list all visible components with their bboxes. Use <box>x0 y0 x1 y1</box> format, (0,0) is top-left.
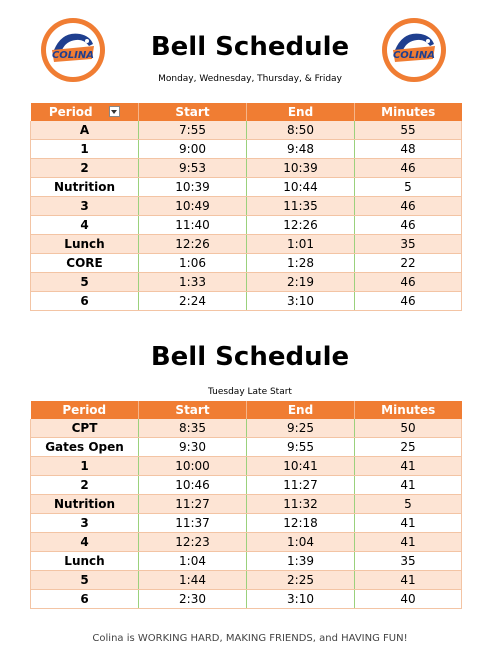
column-header-period[interactable] <box>31 103 139 121</box>
minutes-cell: 46 <box>355 159 462 178</box>
period-cell: 4 <box>31 533 139 552</box>
logo-text: COLINA <box>51 50 95 61</box>
schedule1-table <box>30 103 462 311</box>
table-row <box>31 495 462 514</box>
end-cell: 9:25 <box>247 419 355 438</box>
table-header-row <box>31 401 462 419</box>
minutes-cell: 41 <box>355 457 462 476</box>
table-row <box>31 457 462 476</box>
start-cell: 1:33 <box>139 273 247 292</box>
minutes-cell: 5 <box>355 178 462 197</box>
table-row <box>31 197 462 216</box>
footer-motto: Colina is WORKING HARD, MAKING FRIENDS, and HAVING FUN! <box>92 633 408 644</box>
period-cell: 1 <box>31 457 139 476</box>
period-cell: 6 <box>31 590 139 609</box>
table-row <box>31 476 462 495</box>
minutes-cell: 25 <box>355 438 462 457</box>
end-cell: 2:19 <box>247 273 355 292</box>
column-header-start: Start <box>139 401 247 419</box>
minutes-cell: 46 <box>355 292 462 311</box>
minutes-cell: 35 <box>355 552 462 571</box>
end-cell: 12:18 <box>247 514 355 533</box>
end-cell: 3:10 <box>247 292 355 311</box>
period-cell: Nutrition <box>31 495 139 514</box>
table-row <box>31 590 462 609</box>
period-cell: CPT <box>31 419 139 438</box>
start-cell: 10:00 <box>139 457 247 476</box>
table-row <box>31 216 462 235</box>
minutes-cell: 46 <box>355 273 462 292</box>
end-cell: 11:35 <box>247 197 355 216</box>
minutes-cell: 55 <box>355 121 462 140</box>
schedule2-table <box>30 401 462 609</box>
filter-dropdown-icon[interactable] <box>109 106 120 117</box>
minutes-cell: 50 <box>355 419 462 438</box>
start-cell: 11:40 <box>139 216 247 235</box>
table-row <box>31 514 462 533</box>
start-cell: 12:23 <box>139 533 247 552</box>
start-cell: 9:30 <box>139 438 247 457</box>
period-cell: 6 <box>31 292 139 311</box>
minutes-cell: 40 <box>355 590 462 609</box>
end-cell: 10:44 <box>247 178 355 197</box>
table-row <box>31 159 462 178</box>
period-cell: Lunch <box>31 552 139 571</box>
period-cell: Gates Open <box>31 438 139 457</box>
start-cell: 10:49 <box>139 197 247 216</box>
period-cell: Nutrition <box>31 178 139 197</box>
start-cell: 11:27 <box>139 495 247 514</box>
end-cell: 9:55 <box>247 438 355 457</box>
start-cell: 9:00 <box>139 140 247 159</box>
end-cell: 9:48 <box>247 140 355 159</box>
table-row <box>31 533 462 552</box>
period-cell: 3 <box>31 514 139 533</box>
period-cell: 5 <box>31 273 139 292</box>
schedule2-title: Bell Schedule <box>150 342 350 372</box>
minutes-cell: 48 <box>355 140 462 159</box>
start-cell: 9:53 <box>139 159 247 178</box>
end-cell: 3:10 <box>247 590 355 609</box>
column-header-end: End <box>247 103 355 121</box>
minutes-cell: 5 <box>355 495 462 514</box>
table-row <box>31 178 462 197</box>
table-row <box>31 140 462 159</box>
table-row <box>31 121 462 140</box>
end-cell: 1:39 <box>247 552 355 571</box>
start-cell: 1:44 <box>139 571 247 590</box>
period-cell: 1 <box>31 140 139 159</box>
end-cell: 11:27 <box>247 476 355 495</box>
logo-text: COLINA <box>392 50 436 61</box>
period-cell: 2 <box>31 159 139 178</box>
table-row <box>31 273 462 292</box>
table-row <box>31 235 462 254</box>
period-cell: CORE <box>31 254 139 273</box>
start-cell: 10:39 <box>139 178 247 197</box>
period-cell: 4 <box>31 216 139 235</box>
start-cell: 11:37 <box>139 514 247 533</box>
end-cell: 12:26 <box>247 216 355 235</box>
period-cell: 3 <box>31 197 139 216</box>
column-header-minutes: Minutes <box>355 103 462 121</box>
start-cell: 1:04 <box>139 552 247 571</box>
start-cell: 2:24 <box>139 292 247 311</box>
end-cell: 8:50 <box>247 121 355 140</box>
schedule1-subtitle: Monday, Wednesday, Thursday, & Friday <box>158 74 342 84</box>
table-row <box>31 254 462 273</box>
column-header-start: Start <box>139 103 247 121</box>
end-cell: 10:39 <box>247 159 355 178</box>
minutes-cell: 41 <box>355 514 462 533</box>
minutes-cell: 22 <box>355 254 462 273</box>
start-cell: 8:35 <box>139 419 247 438</box>
table-row <box>31 438 462 457</box>
schedule2-subtitle: Tuesday Late Start <box>208 387 292 397</box>
table-row <box>31 419 462 438</box>
start-cell: 2:30 <box>139 590 247 609</box>
minutes-cell: 41 <box>355 533 462 552</box>
end-cell: 2:25 <box>247 571 355 590</box>
start-cell: 10:46 <box>139 476 247 495</box>
table-row <box>31 292 462 311</box>
table-row <box>31 571 462 590</box>
table-row <box>31 552 462 571</box>
column-header-end: End <box>247 401 355 419</box>
end-cell: 10:41 <box>247 457 355 476</box>
period-cell: A <box>31 121 139 140</box>
end-cell: 11:32 <box>247 495 355 514</box>
minutes-cell: 46 <box>355 197 462 216</box>
minutes-cell: 41 <box>355 571 462 590</box>
minutes-cell: 35 <box>355 235 462 254</box>
start-cell: 1:06 <box>139 254 247 273</box>
minutes-cell: 46 <box>355 216 462 235</box>
period-cell: 2 <box>31 476 139 495</box>
period-cell: 5 <box>31 571 139 590</box>
table-header-row <box>31 103 462 121</box>
end-cell: 1:04 <box>247 533 355 552</box>
column-header-period: Period <box>31 401 139 419</box>
column-header-minutes: Minutes <box>355 401 462 419</box>
end-cell: 1:28 <box>247 254 355 273</box>
column-header-label: Period <box>48 105 93 119</box>
start-cell: 12:26 <box>139 235 247 254</box>
start-cell: 7:55 <box>139 121 247 140</box>
end-cell: 1:01 <box>247 235 355 254</box>
schedule1-title: Bell Schedule <box>150 32 350 62</box>
minutes-cell: 41 <box>355 476 462 495</box>
period-cell: Lunch <box>31 235 139 254</box>
